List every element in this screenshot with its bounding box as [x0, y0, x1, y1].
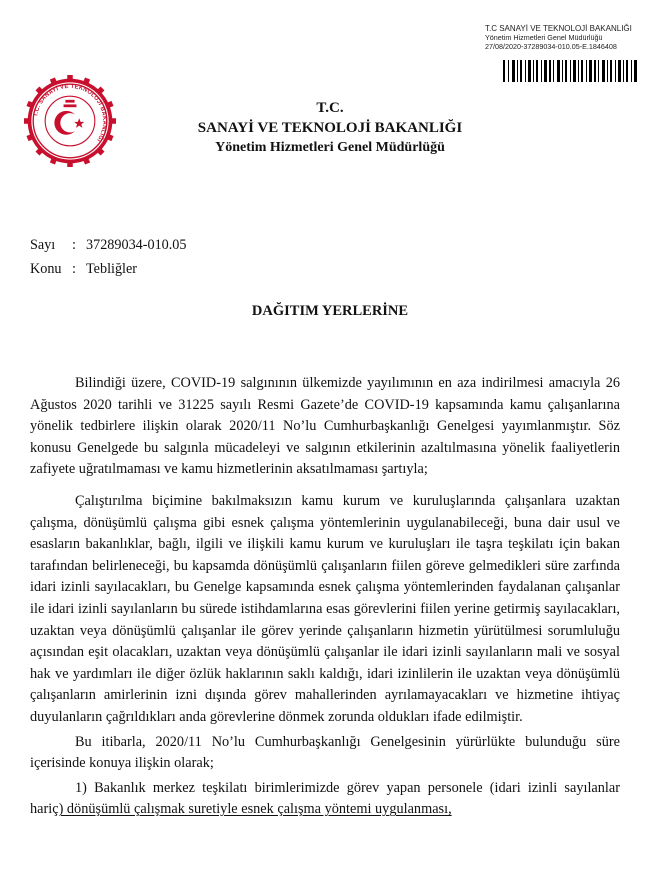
header-ministry: SANAYİ VE TEKNOLOJİ BAKANLIĞI: [197, 120, 463, 136]
sayi-label: Sayı: [30, 237, 56, 253]
konu-separator: :: [72, 261, 76, 277]
stamp-line-2: Yönetim Hizmetleri Genel Müdürlüğü: [485, 33, 603, 42]
distribution-title: DAĞITIM YERLERİNE: [251, 303, 409, 319]
document-meta: [30, 233, 187, 281]
konu-label: Konu: [30, 261, 62, 277]
stamp-line-1: T.C SANAYİ VE TEKNOLOJİ BAKANLIĞI: [485, 24, 632, 33]
barcode: [503, 60, 638, 82]
paragraph-4: [30, 778, 620, 821]
sayi-value: 37289034-010.05: [86, 237, 187, 253]
document-body: [30, 373, 620, 821]
sayi-separator: :: [72, 237, 76, 253]
paragraph-1: Bilindiği üzere, COVID-19 salgınının ülkemizde yayılımının en aza indirilmesi amacıyla 26 Ağustos 2020 tarihli ve 31225 sayılı Resmi Gazete’de COVID-19 kapsamında kamu çalışanlarına yönelik tedbirlere ilişkin olarak 2020/11 No’lu Cumhurbaşkanlığı Genelgesi yayımlanmıştır. Söz konusu Genelgede bu salgınla mücadeleyi ve salgının etkilerinin azaltılmasına yönelik faaliyetlerin zafiyete uğratılmaması ve kamu hizmetlerinin aksatılmaması şartıyla;: [30, 375, 620, 478]
document-header: [60, 98, 600, 158]
konu-value: Tebliğler: [86, 261, 138, 277]
meta-konu-row: [30, 257, 187, 281]
meta-sayi-row: [30, 233, 187, 257]
header-directorate: Yönetim Hizmetleri Genel Müdürlüğü: [215, 140, 445, 155]
paragraph-4-text: 1) Bakanlık merkez teşkilatı birimlerimizde görev yapan personele (idari izinli sayılanlar hariç: [30, 779, 620, 818]
stamp-line-3: 27/08/2020-37289034-010.05-E.1846408: [485, 42, 617, 51]
paragraph-4-underlined: ) dönüşümlü çalışmak suretiyle esnek çalışma yöntemi uygulanması,: [58, 801, 452, 818]
svg-text:T.C. SANAYİ VE TEKNOLOJİ BAKAN: T.C. SANAYİ VE TEKNOLOJİ BAKANLIĞI: [33, 83, 108, 143]
paragraph-2: Çalıştırılma biçimine bakılmaksızın kamu kurum ve kuruluşlarında çalışanlara uzaktan çalışma, dönüşümlü çalışma gibi esnek çalışma yöntemlerinin uygulanabileceği, buna dair usul ve esasların bakanlıklar, bağlı, ilgili ve ilişkili kamu kurum ve kuruluşları ile taşra teşkilatı için bakan tarafından belirleneceği, bu kapsamda dönüşümlü çalışanların fiilen göreve gelmedikleri süre zarfında idari izinli sayılacakları, bu Genelge kapsamında esnek çalışma yöntemlerinden faydalanan çalışanlar ile idari izinli sayılanların bu sürede istihdamlarına esas görevlerini fiilen yerine getirmiş sayılacakları, uzaktan veya dönüşümlü çalışanlar ile görev yerinde çalışanların hizmetin yürütülmesi sorumluluğu açısından eşit olacakları, uzaktan veya dönüşümlü çalışanlar ile idari izinli sayılanların mali ve sosyal hak ve yardımları ile diğer özlük haklarının saklı kaldığı, idari izinlilerin ile uzaktan veya dönüşümlü çalışanların amirlerinin izni dışında görev mahallerinden ayrılamayacakları ve hizmetine ihtiyaç duyulanların çağrıldıkları anda görevlerine dönmek zorunda oldukları ifade edilmiştir.: [30, 492, 620, 725]
document-stamp: [485, 24, 660, 51]
paragraph-3: Bu itibarla, 2020/11 No’lu Cumhurbaşkanlığı Genelgesinin yürürlükte bulunduğu süre içerisinde konuya ilişkin olarak;: [30, 733, 620, 772]
header-tc: T.C.: [316, 100, 344, 116]
